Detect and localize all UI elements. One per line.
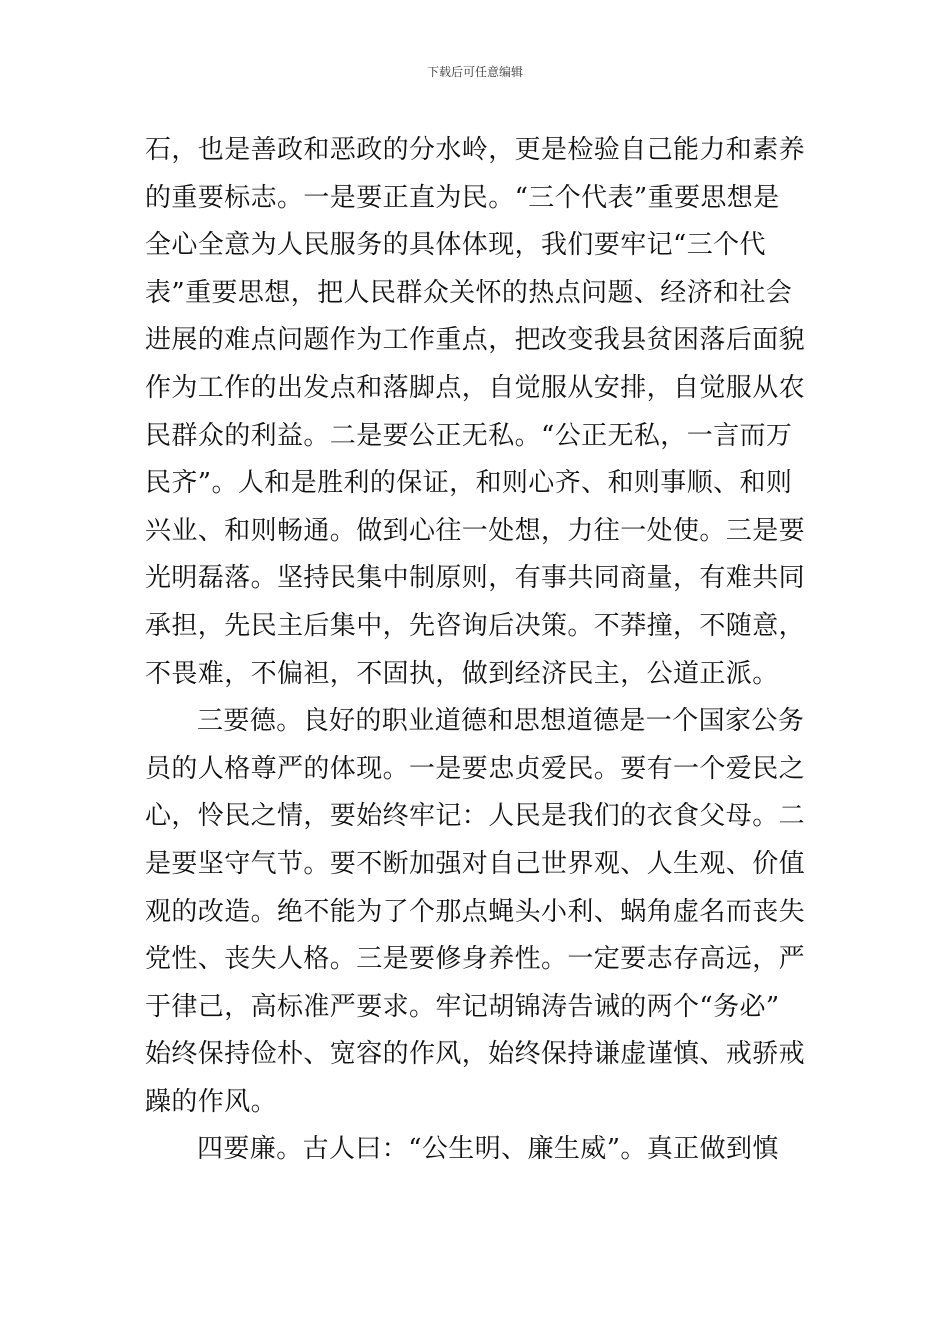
text-line: 的重要标志。一是要正直为民。“三个代表”重要思想是	[145, 182, 780, 213]
text-line: 心，怜民之情，要始终牢记：人民是我们的衣食父母。二	[145, 801, 806, 832]
text-line: 进展的难点问题作为工作重点，把改变我县贫困落后面貌	[145, 325, 806, 356]
paragraph-start-line: 四要廉。古人曰：“公生明、廉生威”。真正做到慎	[197, 1134, 779, 1165]
text-line: 民群众的利益。二是要公正无私。“公正无私，一言而万	[145, 420, 793, 451]
document-body	[145, 127, 805, 1174]
text-line: 兴业、和则畅通。做到心往一处想，力往一处使。三是要	[145, 515, 806, 546]
text-line: 始终保持俭朴、宽容的作风，始终保持谦虚谨慎、戒骄戒	[145, 1039, 806, 1070]
text-line: 于律己，高标准严要求。牢记胡锦涛告诫的两个“务必”	[145, 991, 780, 1022]
text-line: 观的改造。绝不能为了个那点蝇头小利、蜗角虚名而丧失	[145, 896, 806, 927]
text-line: 员的人格尊严的体现。一是要忠贞爱民。要有一个爱民之	[145, 753, 806, 784]
text-line: 石，也是善政和恶政的分水岭，更是检验自己能力和素养	[145, 135, 806, 165]
text-line: 光明磊落。坚持民集中制原则，有事共同商量，有难共同	[145, 563, 806, 594]
text-line: 承担，先民主后集中，先咨询后决策。不莽撞，不随意，	[145, 610, 806, 641]
text-line: 不畏难，不偏袒，不固执，做到经济民主，公道正派。	[145, 658, 779, 689]
text-line: 躁的作风。	[145, 1086, 278, 1117]
text-line: 全心全意为人民服务的具体体现，我们要牢记“三个代	[145, 230, 766, 261]
text-line: 是要坚守气节。要不断加强对自己世界观、人生观、价值	[145, 848, 806, 879]
text-line: 表”重要思想，把人民群众关怀的热点问题、经济和社会	[145, 277, 793, 308]
text-line: 党性、丧失人格。三是要修身养性。一定要志存高远，严	[145, 944, 806, 975]
text-line: 作为工作的出发点和落脚点，自觉服从安排，自觉服从农	[145, 372, 806, 403]
download-note: 下载后可任意编辑	[426, 65, 523, 79]
paragraph-start-line: 三要德。良好的职业道德和思想道德是一个国家公务	[197, 706, 805, 737]
text-line: 民齐”。人和是胜利的保证，和则心齐、和则事顺、和则	[145, 468, 793, 499]
